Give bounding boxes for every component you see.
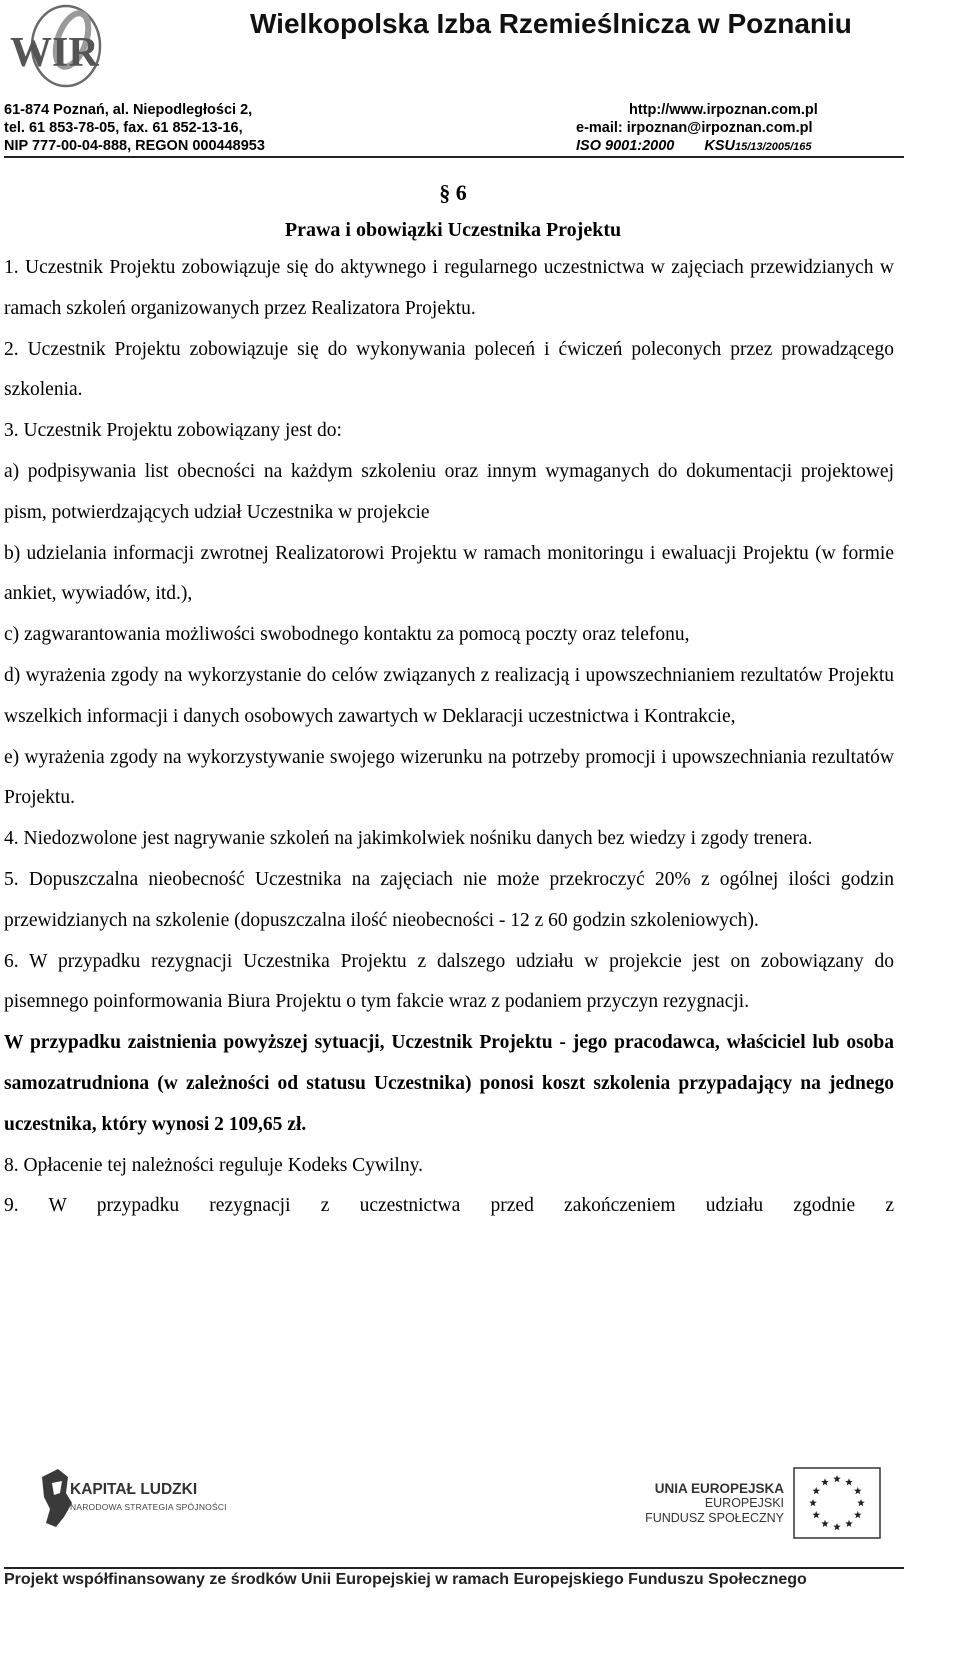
email-link[interactable]: e-mail: irpoznan@irpoznan.com.pl: [576, 120, 813, 136]
section-title: Prawa i obowiązki Uczestnika Projektu: [284, 219, 622, 241]
website-link[interactable]: http://www.irpoznan.com.pl: [629, 102, 818, 118]
paragraph-1: 1. Uczestnik Projektu zobowiązuje się do aktywnego i regularnego uczestnictwa w zajęciach przewidzianych w ramach szkoleń organizowanych przez Realizatora Projektu.: [4, 257, 894, 319]
kapital-ludzki-title: KAPITAŁ LUDZKI: [70, 1481, 198, 1498]
iso-cert: ISO 9001:2000: [576, 138, 675, 154]
paragraph-2: 2. Uczestnik Projektu zobowiązuje się do wykonywania poleceń i ćwiczeń poleconych przez prowadzącego szkolenia.: [4, 338, 894, 401]
address-block: [4, 101, 265, 155]
paragraph-6: 6. W przypadku rezygnacji Uczestnika Projektu z dalszego udziału w projekcie jest on zobowiązany do pisemnego poinformowania Biura Projektu o tym fakcie wraz z podaniem przyczyn rezygnacji.: [4, 950, 894, 1013]
eu-fund-name: FUNDUSZ SPOŁECZNY: [645, 1511, 784, 1525]
eu-fund-line: EUROPEJSKI: [704, 1496, 784, 1510]
paragraph-8: 8. Opłacenie tej należności reguluje Kodeks Cywilny.: [4, 1154, 423, 1176]
paragraph-3d: d) wyrażenia zgody na wykorzystanie do celów związanych z realizacją i upowszechnianiem rezultatów Projektu wszelkich informacji i danych osobowych zawartych w Deklaracji uczestnictwa i Kontrakcie,: [4, 664, 894, 727]
paragraph-3b: b) udzielania informacji zwrotnej Realizatorowi Projektu w ramach monitoringu i ewaluacji Projektu (w formie ankiet, wywiadów, itd.),: [4, 542, 894, 605]
cofinancing-note: Projekt współfinansowany ze środków Unii Europejskiej w ramach Europejskiego Funduszu Społecznego: [4, 1571, 807, 1588]
paragraph-3c: c) zagwarantowania możliwości swobodnego kontaktu za pomocą poczty oraz telefonu,: [4, 624, 690, 646]
paragraph-3a: a) podpisywania list obecności na każdym szkoleniu oraz innym wymaganych do dokumentacji projektowej pism, potwierdzających udział Uczestnika w projekcie: [4, 460, 894, 523]
eu-label: [624, 1481, 784, 1526]
logo-text: WIR: [10, 30, 99, 76]
document-body: [4, 176, 894, 1227]
organization-name: Wielkopolska Izba Rzemieślnicza w Poznaniu: [250, 8, 852, 39]
certification-line: [576, 137, 818, 156]
paragraph-4: 4. Niedozwolone jest nagrywanie szkoleń na jakimkolwiek nośniku danych bez wiedzy i zgody trenera.: [4, 828, 813, 850]
kapital-ludzki-subtitle: NARODOWA STRATEGIA SPÓJNOŚCI: [70, 1502, 227, 1512]
eu-flag-icon: [793, 1467, 881, 1539]
paragraph-3: 3. Uczestnik Projektu zobowiązany jest do:: [4, 420, 342, 442]
paragraph-5: 5. Dopuszczalna nieobecność Uczestnika na zajęciach nie może przekroczyć 20% z ogólnej ilości godzin przewidzianych na szkolenie (dopuszczalna ilość nieobecności - 12 z 60 godzin szkoleniowych).: [4, 868, 894, 931]
wir-logo: [4, 2, 124, 94]
letterhead: [0, 0, 960, 162]
paragraph-9: 9. W przypadku rezygnacji z uczestnictwa przed zakończeniem udziału zgodnie z: [4, 1195, 894, 1217]
footer-logos: [0, 1455, 960, 1560]
address-line: 61-874 Poznań, al. Niepodległości 2,: [4, 102, 253, 118]
phone-line: tel. 61 853-78-05, fax. 61 852-13-16,: [4, 120, 243, 136]
ksu-cert: KSU15/13/2005/165: [704, 138, 812, 154]
header-divider: [4, 156, 904, 158]
paragraph-7-bold: W przypadku zaistnienia powyższej sytuacji, Uczestnik Projektu - jego pracodawca, właściciel lub osoba samozatrudniona (w zależności od statusu Uczestnika) ponosi koszt szkolenia przypadający na jednego uczestnika, który wynosi 2 109,65 zł.: [4, 1032, 894, 1135]
tax-id-line: NIP 777-00-04-888, REGON 000448953: [4, 138, 265, 154]
eu-name: UNIA EUROPEJSKA: [654, 1481, 784, 1496]
footer-divider: [4, 1567, 904, 1569]
section-number: § 6: [439, 180, 467, 205]
paragraph-3e: e) wyrażenia zgody na wykorzystywanie swojego wizerunku na potrzeby promocji i upowszechniania rezultatów Projektu.: [4, 746, 894, 809]
contact-block: [576, 101, 818, 156]
